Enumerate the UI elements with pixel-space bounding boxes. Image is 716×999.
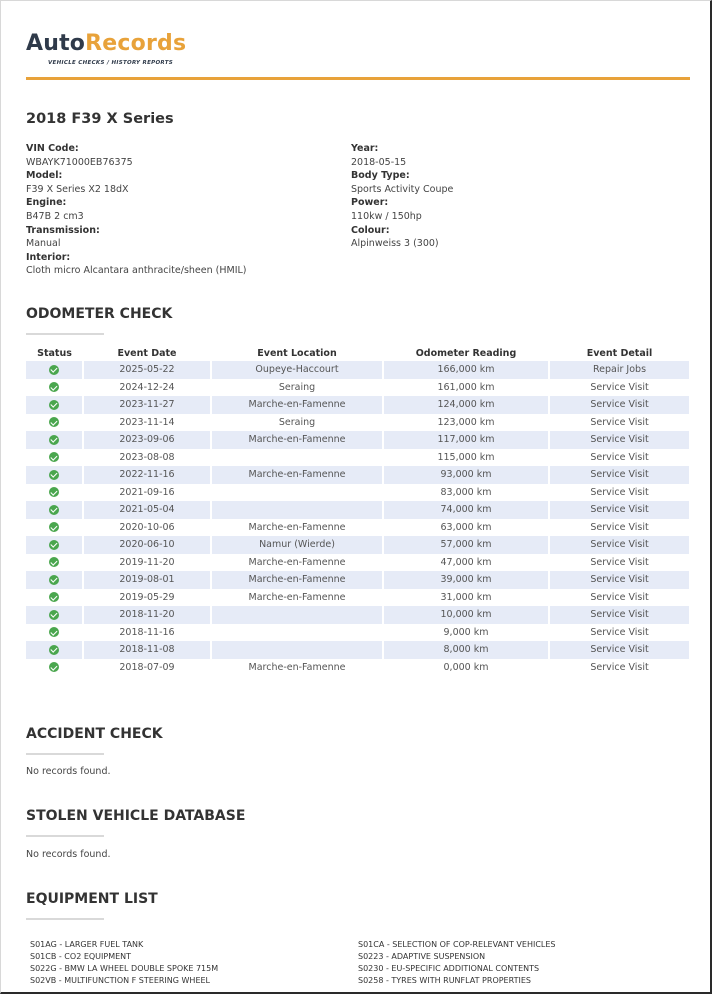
spec-value: WBAYK71000EB76375 (26, 156, 133, 168)
status-cell (26, 414, 83, 432)
check-circle-icon (49, 522, 59, 532)
odometer-section-title: ODOMETER CHECK (26, 306, 173, 322)
equipment-item: S0223 - ADAPTIVE SUSPENSION (358, 952, 486, 961)
event-date-cell: 2019-11-20 (83, 554, 211, 572)
event-date-cell: 2021-09-16 (83, 484, 211, 502)
check-circle-icon (49, 645, 59, 655)
event-location-cell (211, 449, 383, 467)
odometer-reading-cell: 0,000 km (383, 659, 549, 677)
spec-label: Model: (26, 170, 63, 182)
event-date-cell: 2023-11-27 (83, 396, 211, 414)
spec-value: 2018-05-15 (351, 156, 407, 168)
spec-label: VIN Code: (26, 143, 79, 154)
table-row (26, 449, 690, 467)
table-row (26, 554, 690, 572)
equipment-item: S01CB - CO2 EQUIPMENT (30, 952, 132, 961)
event-date-cell: 2019-05-29 (83, 589, 211, 607)
event-location-cell: Seraing (211, 414, 383, 432)
event-date-cell: 2020-10-06 (83, 519, 211, 537)
event-detail-cell: Service Visit (549, 536, 690, 554)
table-row (26, 484, 690, 502)
event-detail-cell: Service Visit (549, 571, 690, 589)
odometer-reading-cell: 10,000 km (383, 606, 549, 624)
status-cell (26, 361, 83, 379)
event-date-cell: 2021-05-04 (83, 501, 211, 519)
section-underline (26, 333, 104, 335)
odometer-reading-cell: 93,000 km (383, 466, 549, 484)
logo-tagline: VEHICLE CHECKS / HISTORY REPORTS (48, 60, 174, 66)
section-underline (26, 835, 104, 837)
spec-label: Body Type: (351, 170, 410, 182)
spec-value: F39 X Series X2 18dX (26, 183, 129, 195)
event-date-cell: 2022-11-16 (83, 466, 211, 484)
spec-label: Power: (351, 197, 389, 209)
status-cell (26, 641, 83, 659)
equipment-list-right (358, 939, 556, 987)
odometer-reading-cell: 115,000 km (383, 449, 549, 467)
event-location-cell: Marche-en-Famenne (211, 554, 383, 572)
event-date-cell: 2023-09-06 (83, 431, 211, 449)
odometer-reading-cell: 47,000 km (383, 554, 549, 572)
spec-label: Colour: (351, 224, 390, 236)
status-cell (26, 659, 83, 677)
event-date-cell: 2025-05-22 (83, 361, 211, 379)
equipment-item: S0230 - EU-SPECIFIC ADDITIONAL CONTENTS (358, 964, 540, 973)
table-row (26, 624, 690, 642)
event-detail-cell: Service Visit (549, 396, 690, 414)
check-circle-icon (49, 382, 59, 392)
odometer-reading-cell: 63,000 km (383, 519, 549, 537)
column-header-status: Status (37, 347, 72, 359)
equipment-list-left (30, 939, 218, 987)
check-circle-icon (49, 452, 59, 462)
section-underline (26, 918, 104, 920)
status-cell (26, 571, 83, 589)
event-detail-cell: Service Visit (549, 379, 690, 397)
table-row (26, 396, 690, 414)
odometer-reading-cell: 8,000 km (383, 641, 549, 659)
odometer-reading-cell: 9,000 km (383, 624, 549, 642)
event-date-cell: 2018-07-09 (83, 659, 211, 677)
equipment-item: S01AG - LARGER FUEL TANK (30, 940, 144, 949)
event-detail-cell: Service Visit (549, 659, 690, 677)
event-detail-cell: Service Visit (549, 501, 690, 519)
odometer-reading-cell: 74,000 km (383, 501, 549, 519)
table-row (26, 606, 690, 624)
event-location-cell: Marche-en-Famenne (211, 431, 383, 449)
check-circle-icon (49, 540, 59, 550)
check-circle-icon (49, 417, 59, 427)
event-date-cell: 2019-08-01 (83, 571, 211, 589)
spec-label: Interior: (26, 251, 71, 263)
event-detail-cell: Service Visit (549, 554, 690, 572)
spec-value: Cloth micro Alcantara anthracite/sheen (HMIL) (26, 265, 247, 277)
accident-section-title: ACCIDENT CHECK (26, 726, 163, 742)
equipment-item: S022G - BMW LA WHEEL DOUBLE SPOKE 715M (30, 964, 219, 973)
column-header-event-detail: Event Detail (586, 347, 653, 359)
odometer-reading-cell: 123,000 km (383, 414, 549, 432)
spec-value: 110kw / 150hp (351, 210, 422, 222)
check-circle-icon (49, 487, 59, 497)
table-row (26, 431, 690, 449)
column-header-event-date: Event Date (117, 347, 177, 359)
section-underline (26, 753, 104, 755)
event-detail-cell: Service Visit (549, 484, 690, 502)
event-location-cell (211, 484, 383, 502)
event-date-cell: 2023-11-14 (83, 414, 211, 432)
spec-label: Engine: (26, 197, 67, 209)
odometer-table-body (26, 361, 690, 676)
event-detail-cell: Service Visit (549, 414, 690, 432)
spec-value: Sports Activity Coupe (351, 183, 454, 195)
event-date-cell: 2024-12-24 (83, 379, 211, 397)
check-circle-icon (49, 592, 59, 602)
check-circle-icon (49, 505, 59, 515)
vehicle-specs-right (351, 142, 453, 251)
odometer-table (26, 345, 691, 676)
odometer-reading-cell: 31,000 km (383, 589, 549, 607)
check-circle-icon (49, 365, 59, 375)
event-detail-cell: Service Visit (549, 466, 690, 484)
odometer-reading-cell: 161,000 km (383, 379, 549, 397)
status-cell (26, 466, 83, 484)
table-row (26, 641, 690, 659)
odometer-reading-cell: 83,000 km (383, 484, 549, 502)
odometer-reading-cell: 124,000 km (383, 396, 549, 414)
spec-label: Year: (351, 143, 379, 154)
table-row (26, 361, 690, 379)
event-location-cell: Marche-en-Famenne (211, 396, 383, 414)
status-cell (26, 484, 83, 502)
table-header-row (26, 345, 690, 361)
event-location-cell (211, 624, 383, 642)
stolen-no-records: No records found. (26, 849, 111, 860)
odometer-reading-cell: 166,000 km (383, 361, 549, 379)
accident-no-records: No records found. (26, 766, 111, 777)
event-detail-cell: Service Visit (549, 449, 690, 467)
table-row (26, 571, 690, 589)
equipment-item: S02VB - MULTIFUNCTION F STEERING WHEEL (30, 976, 211, 985)
check-circle-icon (49, 627, 59, 637)
status-cell (26, 554, 83, 572)
spec-value: B47B 2 cm3 (26, 210, 84, 222)
status-cell (26, 396, 83, 414)
event-detail-cell: Service Visit (549, 641, 690, 659)
logo-text-records: Records (85, 31, 187, 56)
check-circle-icon (49, 575, 59, 585)
odometer-reading-cell: 117,000 km (383, 431, 549, 449)
check-circle-icon (49, 400, 59, 410)
event-location-cell (211, 641, 383, 659)
check-circle-icon (49, 610, 59, 620)
spec-label: Transmission: (26, 224, 100, 236)
odometer-reading-cell: 39,000 km (383, 571, 549, 589)
status-cell (26, 449, 83, 467)
event-location-cell: Marche-en-Famenne (211, 659, 383, 677)
table-row (26, 589, 690, 607)
table-row (26, 536, 690, 554)
column-header-event-location: Event Location (257, 347, 337, 359)
event-detail-cell: Service Visit (549, 431, 690, 449)
check-circle-icon (49, 470, 59, 480)
column-header-odometer-reading: Odometer Reading (415, 347, 517, 359)
vehicle-specs-left (26, 142, 247, 278)
spec-value: Manual (26, 238, 61, 250)
event-location-cell: Namur (Wierde) (211, 536, 383, 554)
event-detail-cell: Service Visit (549, 624, 690, 642)
status-cell (26, 501, 83, 519)
stolen-section-title: STOLEN VEHICLE DATABASE (26, 808, 246, 824)
status-cell (26, 606, 83, 624)
equipment-section-title: EQUIPMENT LIST (26, 891, 158, 907)
status-cell (26, 379, 83, 397)
table-row (26, 379, 690, 397)
event-location-cell: Seraing (211, 379, 383, 397)
header-divider (26, 77, 690, 80)
check-circle-icon (49, 435, 59, 445)
event-date-cell: 2018-11-08 (83, 641, 211, 659)
event-detail-cell: Service Visit (549, 606, 690, 624)
spec-value: Alpinweiss 3 (300) (351, 238, 439, 250)
event-location-cell (211, 501, 383, 519)
autorecords-logo (26, 31, 186, 66)
equipment-item: S0258 - TYRES WITH RUNFLAT PROPERTIES (358, 976, 531, 985)
event-location-cell (211, 606, 383, 624)
status-cell (26, 536, 83, 554)
event-location-cell: Marche-en-Famenne (211, 589, 383, 607)
table-row (26, 414, 690, 432)
event-location-cell: Marche-en-Famenne (211, 571, 383, 589)
check-circle-icon (49, 662, 59, 672)
event-location-cell: Marche-en-Famenne (211, 519, 383, 537)
table-row (26, 466, 690, 484)
event-date-cell: 2018-11-20 (83, 606, 211, 624)
status-cell (26, 589, 83, 607)
vehicle-title: 2018 F39 X Series (26, 111, 174, 127)
table-row (26, 659, 690, 677)
event-detail-cell: Repair Jobs (549, 361, 690, 379)
event-date-cell: 2023-08-08 (83, 449, 211, 467)
status-cell (26, 624, 83, 642)
odometer-reading-cell: 57,000 km (383, 536, 549, 554)
check-circle-icon (49, 557, 59, 567)
event-location-cell: Oupeye-Haccourt (211, 361, 383, 379)
event-detail-cell: Service Visit (549, 519, 690, 537)
equipment-item: S01CA - SELECTION OF COP-RELEVANT VEHICLES (358, 940, 556, 949)
logo-text-auto: Auto (26, 31, 86, 56)
status-cell (26, 519, 83, 537)
event-location-cell: Marche-en-Famenne (211, 466, 383, 484)
event-detail-cell: Service Visit (549, 589, 690, 607)
status-cell (26, 431, 83, 449)
event-date-cell: 2018-11-16 (83, 624, 211, 642)
table-row (26, 501, 690, 519)
table-row (26, 519, 690, 537)
event-date-cell: 2020-06-10 (83, 536, 211, 554)
